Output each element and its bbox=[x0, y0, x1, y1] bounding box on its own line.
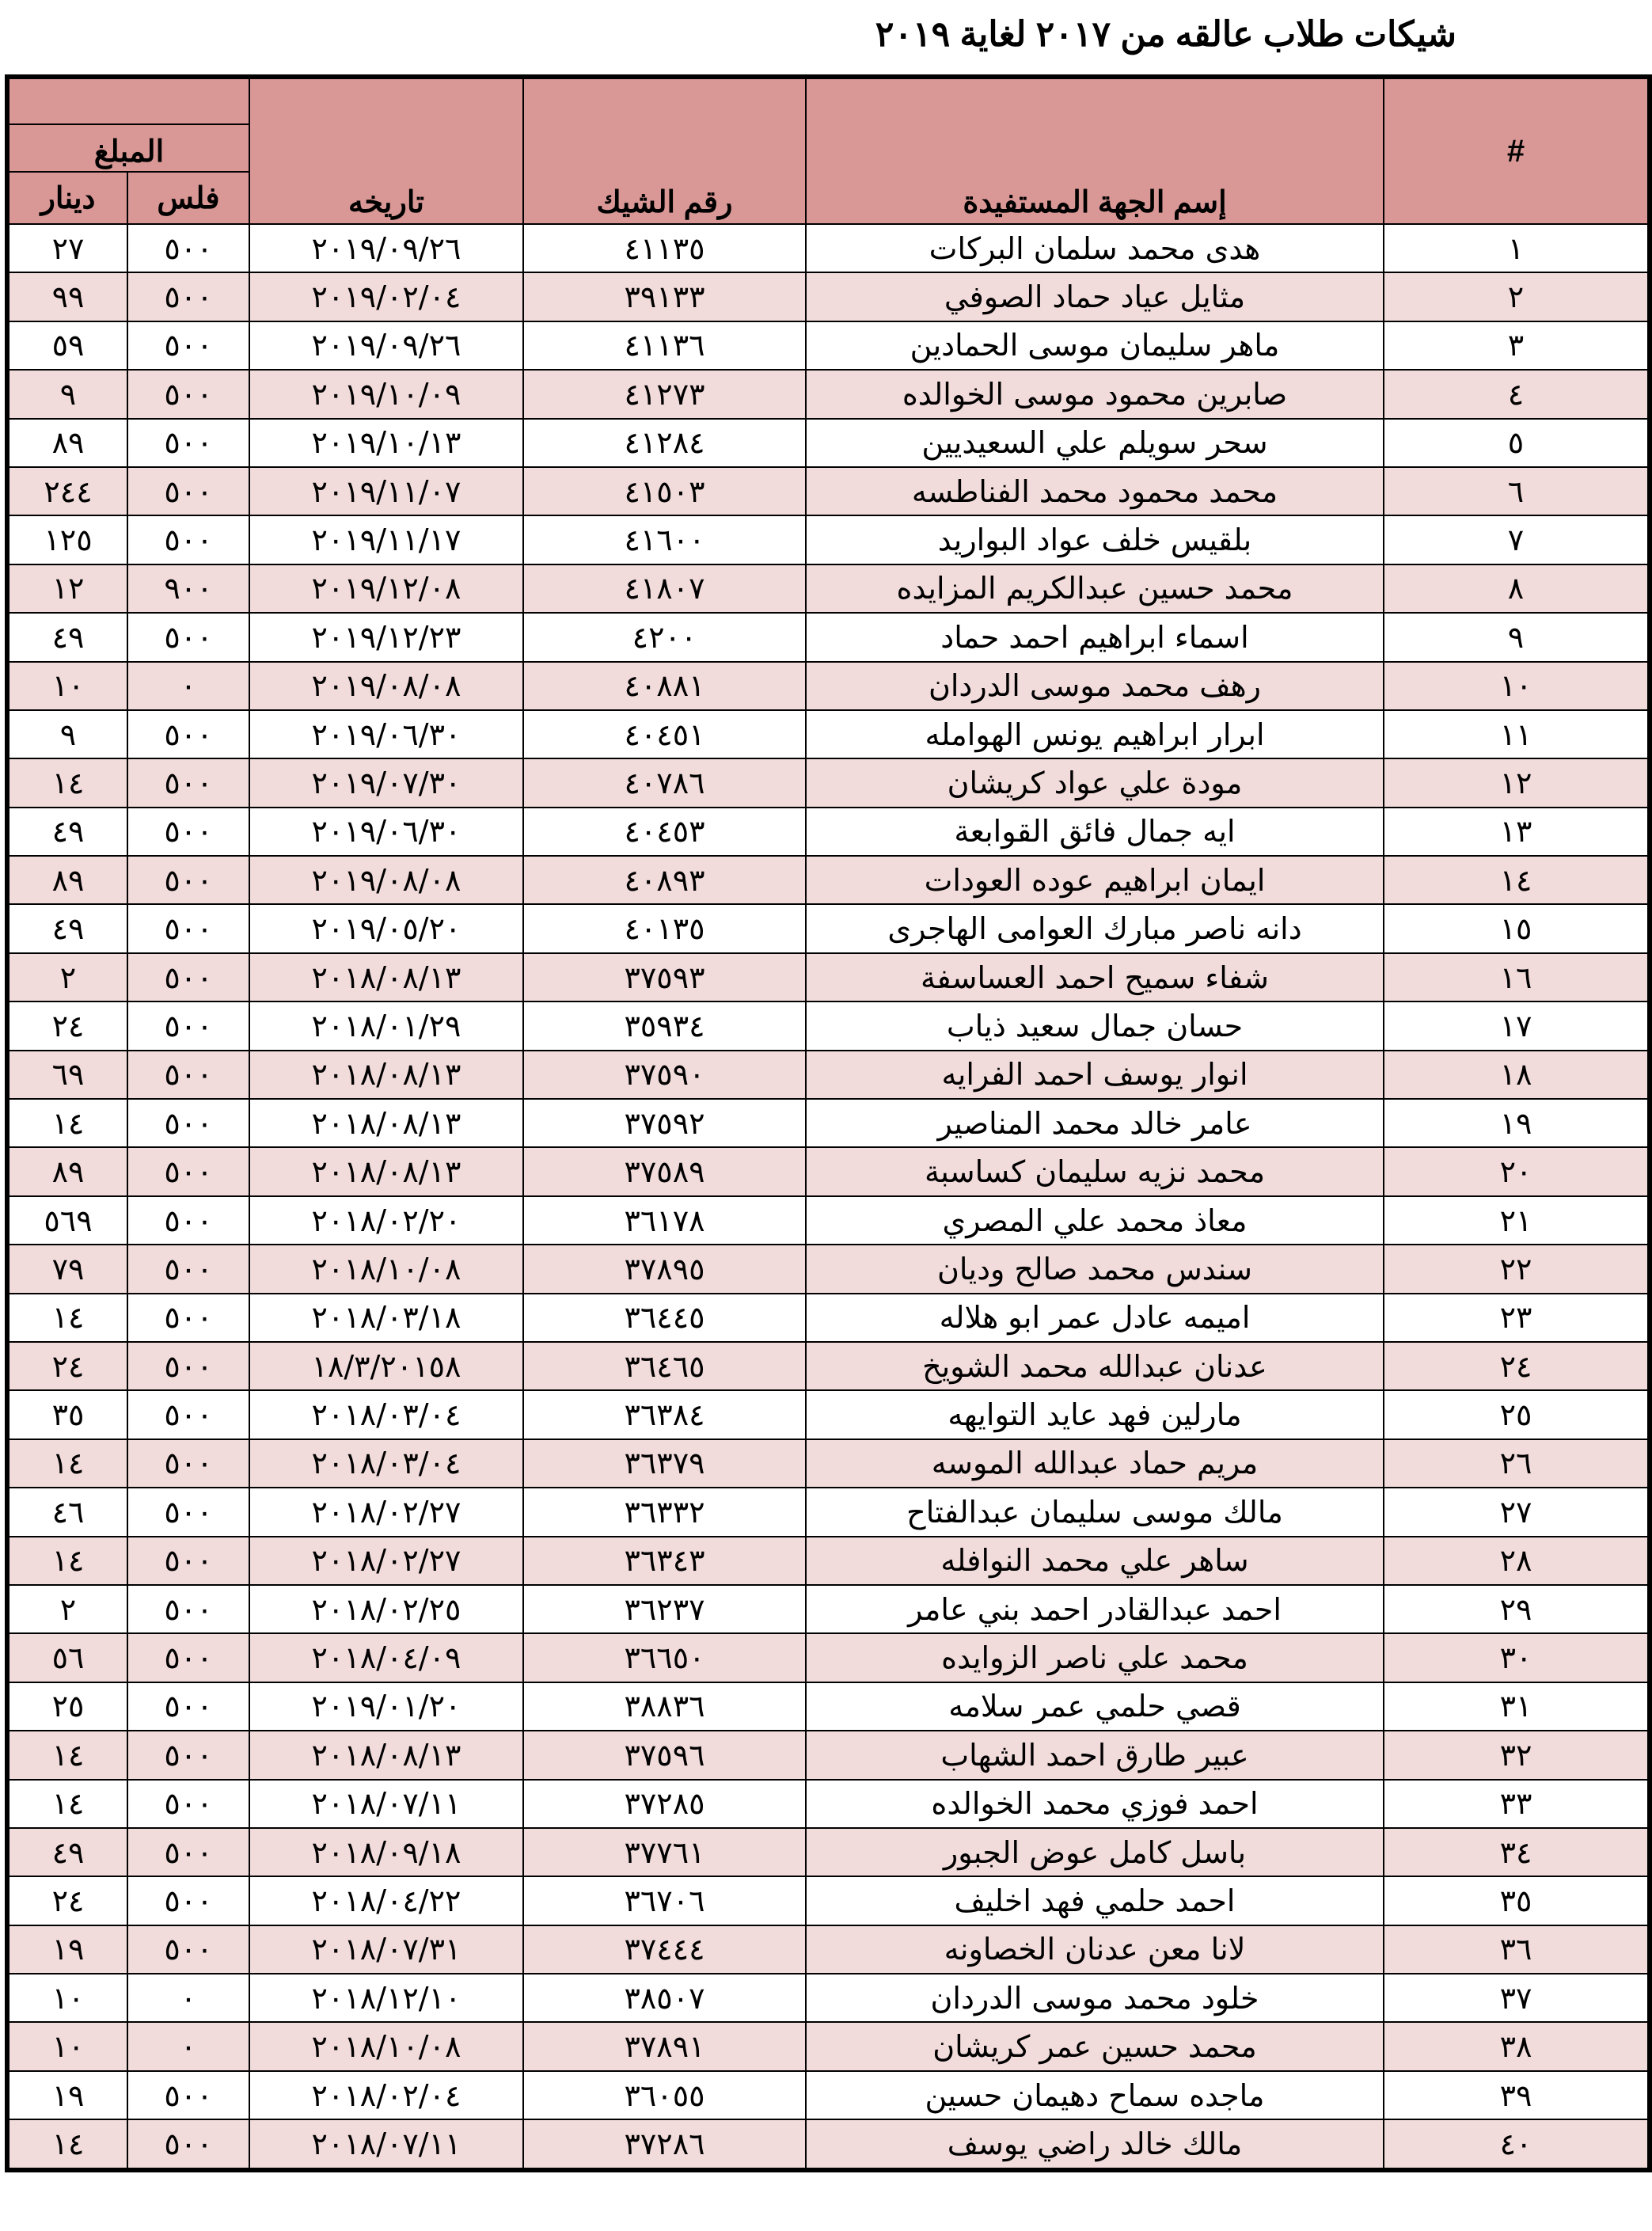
fils-cell: ٥٠٠ bbox=[127, 613, 249, 661]
fils-cell: ٥٠٠ bbox=[127, 758, 249, 807]
index-cell: ١ bbox=[1384, 224, 1650, 272]
beneficiary-cell: محمد حسين عبدالكريم المزايده bbox=[806, 564, 1384, 613]
index-cell: ١٥ bbox=[1384, 904, 1650, 952]
beneficiary-cell: صابرين محمود موسى الخوالده bbox=[806, 370, 1384, 418]
check-number-cell: ٤٢٠٠ bbox=[523, 613, 806, 661]
date-cell: ٢٠١٩/١٠/١٣ bbox=[249, 419, 523, 467]
dinar-cell: ٨٩ bbox=[7, 419, 127, 467]
fils-cell: ٥٠٠ bbox=[127, 1585, 249, 1633]
fils-cell: ٥٠٠ bbox=[127, 856, 249, 904]
table-row bbox=[7, 272, 1650, 321]
table-row bbox=[7, 1390, 1650, 1439]
amount-header: المبلغ bbox=[7, 124, 249, 172]
check-number-cell: ٤١٢٨٤ bbox=[523, 419, 806, 467]
date-cell: ٢٠١٩/٠٩/٢٦ bbox=[249, 224, 523, 272]
date-cell: ٢٠١٨/١٠/٠٨ bbox=[249, 2022, 523, 2070]
beneficiary-cell: ابرار ابراهيم يونس الهوامله bbox=[806, 710, 1384, 758]
fils-cell: ٥٠٠ bbox=[127, 1390, 249, 1439]
table-row bbox=[7, 515, 1650, 564]
dinar-cell: ١٩ bbox=[7, 1925, 127, 1974]
fils-cell: ٥٠٠ bbox=[127, 515, 249, 564]
check-number-cell: ٣٧٥٨٩ bbox=[523, 1147, 806, 1195]
beneficiary-cell: سحر سويلم علي السعيديين bbox=[806, 419, 1384, 467]
date-cell: ٢٠١٨/٠٣/١٨ bbox=[249, 1294, 523, 1342]
check-number-cell: ٤٠١٣٥ bbox=[523, 904, 806, 952]
fils-cell: ٠ bbox=[127, 1974, 249, 2022]
beneficiary-cell: احمد عبدالقادر احمد بني عامر bbox=[806, 1585, 1384, 1633]
date-cell: ٢٠١٨/١٠/٠٨ bbox=[249, 1245, 523, 1293]
table-row bbox=[7, 2119, 1650, 2169]
fils-cell: ٥٠٠ bbox=[127, 808, 249, 856]
fils-cell: ٥٠٠ bbox=[127, 953, 249, 1001]
check-number-cell: ٣٧٥٩٢ bbox=[523, 1099, 806, 1147]
beneficiary-cell: هدى محمد سلمان البركات bbox=[806, 224, 1384, 272]
beneficiary-cell: لانا معن عدنان الخصاونه bbox=[806, 1925, 1384, 1974]
fils-cell: ٥٠٠ bbox=[127, 1488, 249, 1536]
fils-cell: ٥٠٠ bbox=[127, 1780, 249, 1828]
date-cell: ٢٠١٨/٠٧/١١ bbox=[249, 2119, 523, 2169]
check-number-cell: ٣٥٩٣٤ bbox=[523, 1001, 806, 1050]
check-number-cell: ٤٠٨٨١ bbox=[523, 662, 806, 710]
table-row bbox=[7, 1342, 1650, 1390]
table-row bbox=[7, 1294, 1650, 1342]
check-number-cell: ٤١٦٠٠ bbox=[523, 515, 806, 564]
beneficiary-cell: رهف محمد موسى الدردان bbox=[806, 662, 1384, 710]
date-cell: ٢٠١٨/٠٢/٢٧ bbox=[249, 1537, 523, 1585]
date-cell: ٢٠١٨/١٢/١٠ bbox=[249, 1974, 523, 2022]
check-number-cell: ٣٧٥٩٠ bbox=[523, 1051, 806, 1099]
dinar-cell: ١٤ bbox=[7, 758, 127, 807]
check-number-cell: ٣٧٨٩٥ bbox=[523, 1245, 806, 1293]
table-row bbox=[7, 1147, 1650, 1195]
index-cell: ٣٠ bbox=[1384, 1633, 1650, 1682]
beneficiary-cell: ماهر سليمان موسى الحمادين bbox=[806, 321, 1384, 370]
dinar-cell: ٥٩ bbox=[7, 321, 127, 370]
beneficiary-cell: ماجده سماح دهيمان حسين bbox=[806, 2071, 1384, 2119]
table-row bbox=[7, 1925, 1650, 1974]
table-body bbox=[7, 224, 1650, 2170]
table-row bbox=[7, 467, 1650, 515]
fils-cell: ٥٠٠ bbox=[127, 1633, 249, 1682]
index-header bbox=[1384, 77, 1650, 224]
table-row bbox=[7, 1439, 1650, 1488]
index-cell: ٣٩ bbox=[1384, 2071, 1650, 2119]
index-cell: ٢١ bbox=[1384, 1196, 1650, 1245]
table-row bbox=[7, 1876, 1650, 1925]
beneficiary-cell: مالك خالد راضي يوسف bbox=[806, 2119, 1384, 2169]
table-row bbox=[7, 2071, 1650, 2119]
table-row bbox=[7, 808, 1650, 856]
index-cell: ٤ bbox=[1384, 370, 1650, 418]
beneficiary-cell: ايه جمال فائق القوابعة bbox=[806, 808, 1384, 856]
fils-cell: ٥٠٠ bbox=[127, 224, 249, 272]
table-row bbox=[7, 1537, 1650, 1585]
date-cell: ٢٠١٩/٠٧/٣٠ bbox=[249, 758, 523, 807]
check-number-cell: ٤١١٣٦ bbox=[523, 321, 806, 370]
beneficiary-cell: انوار يوسف احمد الفرايه bbox=[806, 1051, 1384, 1099]
table-row bbox=[7, 1731, 1650, 1779]
table-header bbox=[7, 77, 1650, 224]
index-cell: ٢٠ bbox=[1384, 1147, 1650, 1195]
index-cell: ٣٤ bbox=[1384, 1828, 1650, 1876]
dinar-cell: ٢٤ bbox=[7, 1342, 127, 1390]
beneficiary-cell: ايمان ابراهيم عوده العودات bbox=[806, 856, 1384, 904]
date-cell: ٢٠١٩/٠٢/٠٤ bbox=[249, 272, 523, 321]
check-number-cell: ٤١١٣٥ bbox=[523, 224, 806, 272]
dinar-cell: ١٤ bbox=[7, 1099, 127, 1147]
beneficiary-cell: مريم حماد عبدالله الموسه bbox=[806, 1439, 1384, 1488]
dinar-cell: ١٤ bbox=[7, 1780, 127, 1828]
index-cell: ١٦ bbox=[1384, 953, 1650, 1001]
fils-cell: ٥٠٠ bbox=[127, 1925, 249, 1974]
date-cell: ٢٠١٨/٠٩/١٨ bbox=[249, 1828, 523, 1876]
page-title: شيكات طلاب عالقه من ٢٠١٧ لغاية ٢٠١٩ bbox=[875, 15, 1456, 54]
index-cell: ٢٢ bbox=[1384, 1245, 1650, 1293]
dinar-cell: ٩٩ bbox=[7, 272, 127, 321]
check-number-cell: ٣٧٧٦١ bbox=[523, 1828, 806, 1876]
date-cell: ٢٠١٨/٠١/٢٩ bbox=[249, 1001, 523, 1050]
date-cell: ٢٠١٩/٠٩/٢٦ bbox=[249, 321, 523, 370]
date-cell: ٢٠١٨/٠٧/١١ bbox=[249, 1780, 523, 1828]
table-row bbox=[7, 1585, 1650, 1633]
fils-cell: ٥٠٠ bbox=[127, 2119, 249, 2169]
dinar-cell: ٢٤٤ bbox=[7, 467, 127, 515]
date-cell: ٢٠١٩/٠٥/٢٠ bbox=[249, 904, 523, 952]
dinar-cell: ١٤ bbox=[7, 1439, 127, 1488]
index-cell: ٣٥ bbox=[1384, 1876, 1650, 1925]
beneficiary-cell: شفاء سميح احمد العساسفة bbox=[806, 953, 1384, 1001]
check-number-cell: ٣٧٢٨٦ bbox=[523, 2119, 806, 2169]
fils-cell: ٥٠٠ bbox=[127, 419, 249, 467]
dinar-cell: ٢ bbox=[7, 1585, 127, 1633]
index-cell: ٢٧ bbox=[1384, 1488, 1650, 1536]
date-cell: ٢٠١٩/٠٨/٠٨ bbox=[249, 856, 523, 904]
index-cell: ٥ bbox=[1384, 419, 1650, 467]
date-cell: ٢٠١٩/٠١/٢٠ bbox=[249, 1682, 523, 1731]
fils-cell: ٥٠٠ bbox=[127, 1245, 249, 1293]
fils-cell: ٥٠٠ bbox=[127, 1682, 249, 1731]
beneficiary-cell: معاذ محمد علي المصري bbox=[806, 1196, 1384, 1245]
date-cell: ٢٠١٨/٠٢/٢٧ bbox=[249, 1488, 523, 1536]
date-cell: ٢٠١٩/١١/١٧ bbox=[249, 515, 523, 564]
index-cell: ١٨ bbox=[1384, 1051, 1650, 1099]
date-header: تاريخه bbox=[249, 77, 523, 224]
date-cell: ٢٠١٨/٠٨/١٣ bbox=[249, 1099, 523, 1147]
table-row bbox=[7, 904, 1650, 952]
beneficiary-cell: احمد فوزي محمد الخوالده bbox=[806, 1780, 1384, 1828]
fils-cell: ٥٠٠ bbox=[127, 1537, 249, 1585]
index-cell: ٢٤ bbox=[1384, 1342, 1650, 1390]
index-cell: ١٤ bbox=[1384, 856, 1650, 904]
fils-cell: ٥٠٠ bbox=[127, 1828, 249, 1876]
dinar-cell: ٣٥ bbox=[7, 1390, 127, 1439]
table-row bbox=[7, 1780, 1650, 1828]
fils-cell: ٠ bbox=[127, 662, 249, 710]
fils-cell: ٥٠٠ bbox=[127, 467, 249, 515]
index-cell: ١٣ bbox=[1384, 808, 1650, 856]
date-cell: ٢٠١٨/٠٢/٢٠ bbox=[249, 1196, 523, 1245]
table-row bbox=[7, 224, 1650, 272]
fils-cell: ٥٠٠ bbox=[127, 2071, 249, 2119]
table-row bbox=[7, 1051, 1650, 1099]
index-cell: ١٠ bbox=[1384, 662, 1650, 710]
check-number-cell: ٤١٨٠٧ bbox=[523, 564, 806, 613]
index-cell: ٢٣ bbox=[1384, 1294, 1650, 1342]
table-row bbox=[7, 1828, 1650, 1876]
dinar-cell: ٨٩ bbox=[7, 856, 127, 904]
index-cell: ٢٨ bbox=[1384, 1537, 1650, 1585]
index-cell: ١٩ bbox=[1384, 1099, 1650, 1147]
index-cell: ١١ bbox=[1384, 710, 1650, 758]
index-cell: ٢٥ bbox=[1384, 1390, 1650, 1439]
date-cell: ٢٠١٩/٠٦/٣٠ bbox=[249, 808, 523, 856]
beneficiary-cell: محمد نزيه سليمان كساسبة bbox=[806, 1147, 1384, 1195]
date-cell: ٢٠١٨/٠٤/٢٢ bbox=[249, 1876, 523, 1925]
check-number-cell: ٣٦٣٣٢ bbox=[523, 1488, 806, 1536]
fils-cell: ٥٠٠ bbox=[127, 1196, 249, 1245]
fils-cell: ٥٠٠ bbox=[127, 710, 249, 758]
date-cell: ٢٠١٨/٠٢/٠٤ bbox=[249, 2071, 523, 2119]
beneficiary-cell: اسماء ابراهيم احمد حماد bbox=[806, 613, 1384, 661]
beneficiary-cell: بلقيس خلف عواد البواريد bbox=[806, 515, 1384, 564]
index-cell: ٣ bbox=[1384, 321, 1650, 370]
dinar-cell: ٢ bbox=[7, 953, 127, 1001]
dinar-cell: ٩ bbox=[7, 370, 127, 418]
beneficiary-cell: قصي حلمي عمر سلامه bbox=[806, 1682, 1384, 1731]
check-number-cell: ٤٠٨٩٣ bbox=[523, 856, 806, 904]
dinar-cell: ٤٦ bbox=[7, 1488, 127, 1536]
check-number-cell: ٣٦٣٤٣ bbox=[523, 1537, 806, 1585]
date-cell: ٢٠١٨/٠٨/١٣ bbox=[249, 1051, 523, 1099]
date-cell: ٢٠١٨/٠٨/١٣ bbox=[249, 953, 523, 1001]
table-row bbox=[7, 1682, 1650, 1731]
beneficiary-cell: خلود محمد موسى الدردان bbox=[806, 1974, 1384, 2022]
date-cell: ٢٠١٨/٠٣/٠٤ bbox=[249, 1390, 523, 1439]
amount-header-spacer bbox=[7, 77, 249, 124]
index-cell: ١٧ bbox=[1384, 1001, 1650, 1050]
dinar-cell: ٤٩ bbox=[7, 808, 127, 856]
beneficiary-cell: باسل كامل عوض الجبور bbox=[806, 1828, 1384, 1876]
index-cell: ٣٣ bbox=[1384, 1780, 1650, 1828]
index-cell: ٣٧ bbox=[1384, 1974, 1650, 2022]
dinar-cell: ٢٥ bbox=[7, 1682, 127, 1731]
beneficiary-cell: ساهر علي محمد النوافله bbox=[806, 1537, 1384, 1585]
table-row bbox=[7, 758, 1650, 807]
index-cell: ٣١ bbox=[1384, 1682, 1650, 1731]
beneficiary-cell: مارلين فهد عايد التوايهه bbox=[806, 1390, 1384, 1439]
fils-cell: ٥٠٠ bbox=[127, 272, 249, 321]
fils-cell: ٥٠٠ bbox=[127, 1731, 249, 1779]
check-number-cell: ٣٨٥٠٧ bbox=[523, 1974, 806, 2022]
beneficiary-cell: عدنان عبدالله محمد الشويخ bbox=[806, 1342, 1384, 1390]
check-number-cell: ٤١٥٠٣ bbox=[523, 467, 806, 515]
check-number-cell: ٣٦٦٥٠ bbox=[523, 1633, 806, 1682]
date-cell: ٢٠١٨/٠٧/٣١ bbox=[249, 1925, 523, 1974]
date-cell: ١٨/٣/٢٠١٥٨ bbox=[249, 1342, 523, 1390]
fils-cell: ٥٠٠ bbox=[127, 1294, 249, 1342]
fils-cell: ٥٠٠ bbox=[127, 1051, 249, 1099]
check-number-cell: ٤٠٤٥١ bbox=[523, 710, 806, 758]
index-cell: ٦ bbox=[1384, 467, 1650, 515]
index-cell: ٤٠ bbox=[1384, 2119, 1650, 2169]
dinar-cell: ١٩ bbox=[7, 2071, 127, 2119]
table-row bbox=[7, 1488, 1650, 1536]
fils-cell: ٥٠٠ bbox=[127, 370, 249, 418]
table-row bbox=[7, 1974, 1650, 2022]
fils-cell: ٥٠٠ bbox=[127, 321, 249, 370]
date-cell: ٢٠١٩/٠٦/٣٠ bbox=[249, 710, 523, 758]
beneficiary-cell: محمد حسين عمر كريشان bbox=[806, 2022, 1384, 2070]
fils-cell: ٥٠٠ bbox=[127, 1439, 249, 1488]
table-row bbox=[7, 1633, 1650, 1682]
beneficiary-cell: عبير طارق احمد الشهاب bbox=[806, 1731, 1384, 1779]
check-number-cell: ٤٠٧٨٦ bbox=[523, 758, 806, 807]
dinar-cell: ١٢٥ bbox=[7, 515, 127, 564]
fils-header: فلس bbox=[127, 172, 249, 224]
dinar-cell: ٥٦٩ bbox=[7, 1196, 127, 1245]
check-number-cell: ٣٧٥٩٣ bbox=[523, 953, 806, 1001]
index-cell: ٢٦ bbox=[1384, 1439, 1650, 1488]
index-cell: ١٢ bbox=[1384, 758, 1650, 807]
check-number-cell: ٣٦٢٣٧ bbox=[523, 1585, 806, 1633]
check-number-cell: ٣٦٠٥٥ bbox=[523, 2071, 806, 2119]
table-row bbox=[7, 2022, 1650, 2070]
date-cell: ٢٠١٩/١٠/٠٩ bbox=[249, 370, 523, 418]
fils-cell: ٥٠٠ bbox=[127, 1876, 249, 1925]
check-number-cell: ٣٦٣٨٤ bbox=[523, 1390, 806, 1439]
dinar-cell: ٦٩ bbox=[7, 1051, 127, 1099]
date-cell: ٢٠١٩/١٢/٠٨ bbox=[249, 564, 523, 613]
table-row bbox=[7, 1196, 1650, 1245]
dinar-cell: ٩ bbox=[7, 710, 127, 758]
fils-cell: ٥٠٠ bbox=[127, 904, 249, 952]
index-cell: ٣٦ bbox=[1384, 1925, 1650, 1974]
dinar-cell: ٤٩ bbox=[7, 1828, 127, 1876]
index-cell: ٧ bbox=[1384, 515, 1650, 564]
check-number-cell: ٣٦١٧٨ bbox=[523, 1196, 806, 1245]
dinar-cell: ١٤ bbox=[7, 1294, 127, 1342]
dinar-cell: ١٢ bbox=[7, 564, 127, 613]
dinar-cell: ٢٤ bbox=[7, 1876, 127, 1925]
date-cell: ٢٠١٩/١٢/٢٣ bbox=[249, 613, 523, 661]
dinar-cell: ١٤ bbox=[7, 2119, 127, 2169]
check-number-cell: ٣٧٤٤٤ bbox=[523, 1925, 806, 1974]
date-cell: ٢٠١٩/٠٨/٠٨ bbox=[249, 662, 523, 710]
index-cell: ٣٢ bbox=[1384, 1731, 1650, 1779]
check-number-cell: ٣٧٨٩١ bbox=[523, 2022, 806, 2070]
beneficiary-cell: مثايل عياد حماد الصوفي bbox=[806, 272, 1384, 321]
date-cell: ٢٠١٨/٠٣/٠٤ bbox=[249, 1439, 523, 1488]
table-row bbox=[7, 419, 1650, 467]
table-row bbox=[7, 321, 1650, 370]
fils-cell: ٥٠٠ bbox=[127, 1099, 249, 1147]
table-row bbox=[7, 564, 1650, 613]
table-row bbox=[7, 856, 1650, 904]
table-row bbox=[7, 370, 1650, 418]
dinar-cell: ٨٩ bbox=[7, 1147, 127, 1195]
dinar-cell: ١٤ bbox=[7, 1731, 127, 1779]
fils-cell: ٠ bbox=[127, 2022, 249, 2070]
dinar-header: دينار bbox=[7, 172, 127, 224]
check-number-cell: ٣٦٣٧٩ bbox=[523, 1439, 806, 1488]
dinar-cell: ٥٦ bbox=[7, 1633, 127, 1682]
fils-cell: ٩٠٠ bbox=[127, 564, 249, 613]
beneficiary-cell: مالك موسى سليمان عبدالفتاح bbox=[806, 1488, 1384, 1536]
index-cell: ٢ bbox=[1384, 272, 1650, 321]
dinar-cell: ١٠ bbox=[7, 1974, 127, 2022]
dinar-cell: ١٠ bbox=[7, 2022, 127, 2070]
check-number-cell: ٣٧٢٨٥ bbox=[523, 1780, 806, 1828]
dinar-cell: ٢٧ bbox=[7, 224, 127, 272]
index-cell: ٣٨ bbox=[1384, 2022, 1650, 2070]
fils-cell: ٥٠٠ bbox=[127, 1147, 249, 1195]
dinar-cell: ٢٤ bbox=[7, 1001, 127, 1050]
beneficiary-cell: عامر خالد محمد المناصير bbox=[806, 1099, 1384, 1147]
table-row bbox=[7, 1001, 1650, 1050]
check-number-cell: ٣٨٨٣٦ bbox=[523, 1682, 806, 1731]
date-cell: ٢٠١٨/٠٨/١٣ bbox=[249, 1731, 523, 1779]
table-row bbox=[7, 1245, 1650, 1293]
beneficiary-cell: محمد محمود محمد الفناطسه bbox=[806, 467, 1384, 515]
fils-cell: ٥٠٠ bbox=[127, 1342, 249, 1390]
check-number-cell: ٤١٢٧٣ bbox=[523, 370, 806, 418]
table-row bbox=[7, 613, 1650, 661]
beneficiary-cell: اميمه عادل عمر ابو هلاله bbox=[806, 1294, 1384, 1342]
check-number-header: رقم الشيك bbox=[523, 77, 806, 224]
date-cell: ٢٠١٩/١١/٠٧ bbox=[249, 467, 523, 515]
dinar-cell: ١٠ bbox=[7, 662, 127, 710]
dinar-cell: ١٤ bbox=[7, 1537, 127, 1585]
beneficiary-cell: سندس محمد صالح وديان bbox=[806, 1245, 1384, 1293]
check-number-cell: ٣٧٥٩٦ bbox=[523, 1731, 806, 1779]
dinar-cell: ٤٩ bbox=[7, 613, 127, 661]
check-number-cell: ٣٦٤٦٥ bbox=[523, 1342, 806, 1390]
dinar-cell: ٤٩ bbox=[7, 904, 127, 952]
check-number-cell: ٤٠٤٥٣ bbox=[523, 808, 806, 856]
beneficiary-header: إسم الجهة المستفيدة bbox=[806, 77, 1384, 224]
table-row bbox=[7, 662, 1650, 710]
dinar-cell: ٧٩ bbox=[7, 1245, 127, 1293]
beneficiary-cell: احمد حلمي فهد اخليف bbox=[806, 1876, 1384, 1925]
check-number-cell: ٣٩١٣٣ bbox=[523, 272, 806, 321]
beneficiary-cell: محمد علي ناصر الزوايده bbox=[806, 1633, 1384, 1682]
check-number-cell: ٣٦٧٠٦ bbox=[523, 1876, 806, 1925]
date-cell: ٢٠١٨/٠٢/٢٥ bbox=[249, 1585, 523, 1633]
index-cell: ٩ bbox=[1384, 613, 1650, 661]
date-cell: ٢٠١٨/٠٨/١٣ bbox=[249, 1147, 523, 1195]
check-number-cell: ٣٦٤٤٥ bbox=[523, 1294, 806, 1342]
index-cell: ٢٩ bbox=[1384, 1585, 1650, 1633]
index-cell: ٨ bbox=[1384, 564, 1650, 613]
fils-cell: ٥٠٠ bbox=[127, 1001, 249, 1050]
beneficiary-cell: دانه ناصر مبارك العوامى الهاجرى bbox=[806, 904, 1384, 952]
checks-table bbox=[5, 74, 1652, 2172]
beneficiary-cell: حسان جمال سعيد ذياب bbox=[806, 1001, 1384, 1050]
table-row bbox=[7, 953, 1650, 1001]
table-row bbox=[7, 1099, 1650, 1147]
beneficiary-cell: مودة علي عواد كريشان bbox=[806, 758, 1384, 807]
date-cell: ٢٠١٨/٠٤/٠٩ bbox=[249, 1633, 523, 1682]
table-row bbox=[7, 710, 1650, 758]
index-header-label: # bbox=[1506, 133, 1525, 169]
